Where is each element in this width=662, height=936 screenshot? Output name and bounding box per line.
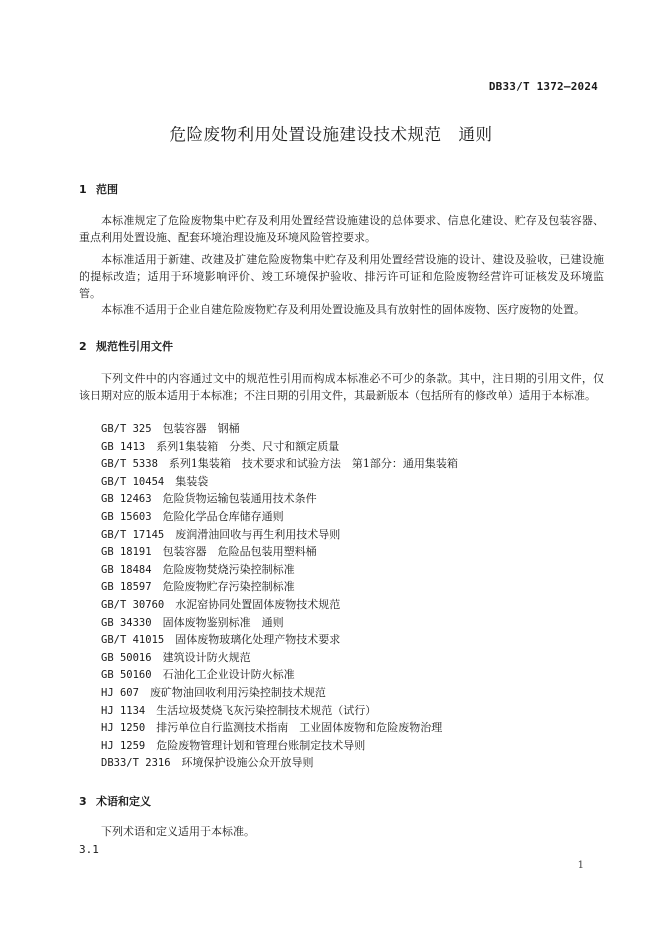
reference-title: 建筑设计防火规范 <box>162 650 251 664</box>
reference-code: HJ 607 <box>101 686 139 699</box>
section-2-heading <box>79 338 173 354</box>
reference-item <box>101 490 458 508</box>
reference-title: 排污单位自行监测技术指南 工业固体废物和危险废物治理 <box>156 721 443 735</box>
terms-intro: 下列术语和定义适用于本标准。 <box>101 825 255 838</box>
reference-code: GB 12463 <box>101 493 152 506</box>
scope-paragraph-3: 本标准不适用于企业自建危险废物贮存及利用处置设施及具有放射性的固体废物、医疗废物的处置。 <box>101 303 585 316</box>
reference-item <box>101 473 458 491</box>
document-title: 危险废物利用处置设施建设技术规范 通则 <box>169 125 493 144</box>
reference-item <box>101 526 458 544</box>
reference-code: GB 18191 <box>101 546 152 559</box>
reference-title: 危险废物焚烧污染控制标准 <box>162 562 295 576</box>
reference-title: 固体废物玻璃化处理产物技术要求 <box>175 633 341 647</box>
reference-code: GB 1413 <box>101 440 146 453</box>
reference-title: 系列1集装箱 技术要求和试验方法 第1部分：通用集装箱 <box>168 457 458 471</box>
reference-code: GB 50016 <box>101 651 152 664</box>
reference-code: GB 18484 <box>101 563 152 576</box>
reference-code: GB/T 30760 <box>101 598 165 611</box>
reference-title: 危险化学品仓库储存通则 <box>162 509 284 523</box>
reference-code: HJ 1134 <box>101 704 146 717</box>
reference-item <box>101 455 458 473</box>
section-title: 规范性引用文件 <box>96 340 173 353</box>
reference-title: 石油化工企业设计防火标准 <box>162 668 295 682</box>
reference-code: GB/T 10454 <box>101 475 165 488</box>
reference-item <box>101 631 458 649</box>
reference-item <box>101 596 458 614</box>
reference-title: 危险废物贮存污染控制标准 <box>162 580 295 594</box>
section-number: 3 <box>79 795 87 808</box>
reference-item <box>101 737 458 755</box>
reference-title: 废矿物油回收利用污染控制技术规范 <box>149 685 326 699</box>
reference-title: 系列1集装箱 分类、尺寸和额定质量 <box>156 439 340 453</box>
reference-code: GB/T 41015 <box>101 634 165 647</box>
page-number: 1 <box>577 860 584 871</box>
reference-code: GB 34330 <box>101 616 152 629</box>
reference-code: HJ 1259 <box>101 739 146 752</box>
term-number: 3.1 <box>79 843 99 856</box>
reference-title: 危险货物运输包装通用技术条件 <box>162 492 317 506</box>
scope-paragraph-2: 本标准适用于新建、改建及扩建危险废物集中贮存及利用处置经营设施的设计、建设及验收，已建设施的提标改造；适用于环境影响评价、竣工环境保护验收、排污许可证和危险废物经营许可证核发及环境监管。 <box>79 253 604 300</box>
reference-item <box>101 754 458 772</box>
reference-item <box>101 702 458 720</box>
references-intro: 下列文件中的内容通过文中的规范性引用而构成本标准必不可少的条款。其中，注日期的引用文件，仅该日期对应的版本适用于本标准；不注日期的引用文件，其最新版本（包括所有的修改单）适用于本标准。 <box>79 372 604 402</box>
reference-list <box>101 420 458 772</box>
reference-item <box>101 614 458 632</box>
reference-code: GB 15603 <box>101 510 152 523</box>
reference-title: 集装袋 <box>175 474 209 488</box>
reference-item <box>101 508 458 526</box>
reference-title: 危险废物管理计划和管理台账制定技术导则 <box>156 738 366 752</box>
reference-item <box>101 684 458 702</box>
reference-item <box>101 578 458 596</box>
reference-title: 环境保护设施公众开放导则 <box>181 756 314 770</box>
section-number: 1 <box>79 183 87 196</box>
reference-item <box>101 719 458 737</box>
reference-item <box>101 666 458 684</box>
reference-code: GB/T 17145 <box>101 528 165 541</box>
section-title: 范围 <box>96 183 118 196</box>
document-id: DB33/T 1372—2024 <box>488 80 598 93</box>
section-3-heading <box>79 793 151 809</box>
reference-item <box>101 561 458 579</box>
reference-title: 水泥窑协同处置固体废物技术规范 <box>175 597 341 611</box>
reference-item <box>101 649 458 667</box>
section-number: 2 <box>79 340 87 353</box>
reference-code: GB/T 325 <box>101 423 152 435</box>
reference-item <box>101 420 458 438</box>
reference-code: GB/T 5338 <box>101 458 158 471</box>
reference-item <box>101 438 458 456</box>
reference-code: DB33/T 2316 <box>101 757 171 770</box>
reference-title: 包装容器 钢桶 <box>162 422 240 435</box>
reference-code: GB 50160 <box>101 669 152 682</box>
reference-code: GB 18597 <box>101 581 152 594</box>
section-1-heading <box>79 181 118 197</box>
reference-item <box>101 543 458 561</box>
reference-title: 废润滑油回收与再生利用技术导则 <box>175 527 341 541</box>
reference-title: 包装容器 危险品包装用塑料桶 <box>162 545 317 559</box>
reference-title: 生活垃圾焚烧飞灰污染控制技术规范（试行） <box>156 703 377 717</box>
reference-title: 固体废物鉴别标准 通则 <box>162 615 284 629</box>
reference-code: HJ 1250 <box>101 722 146 735</box>
section-title: 术语和定义 <box>96 795 151 808</box>
scope-paragraph-1: 本标准规定了危险废物集中贮存及利用处置经营设施建设的总体要求、信息化建设、贮存及包装容器、重点利用处置设施、配套环境治理设施及环境风险管控要求。 <box>79 214 604 244</box>
